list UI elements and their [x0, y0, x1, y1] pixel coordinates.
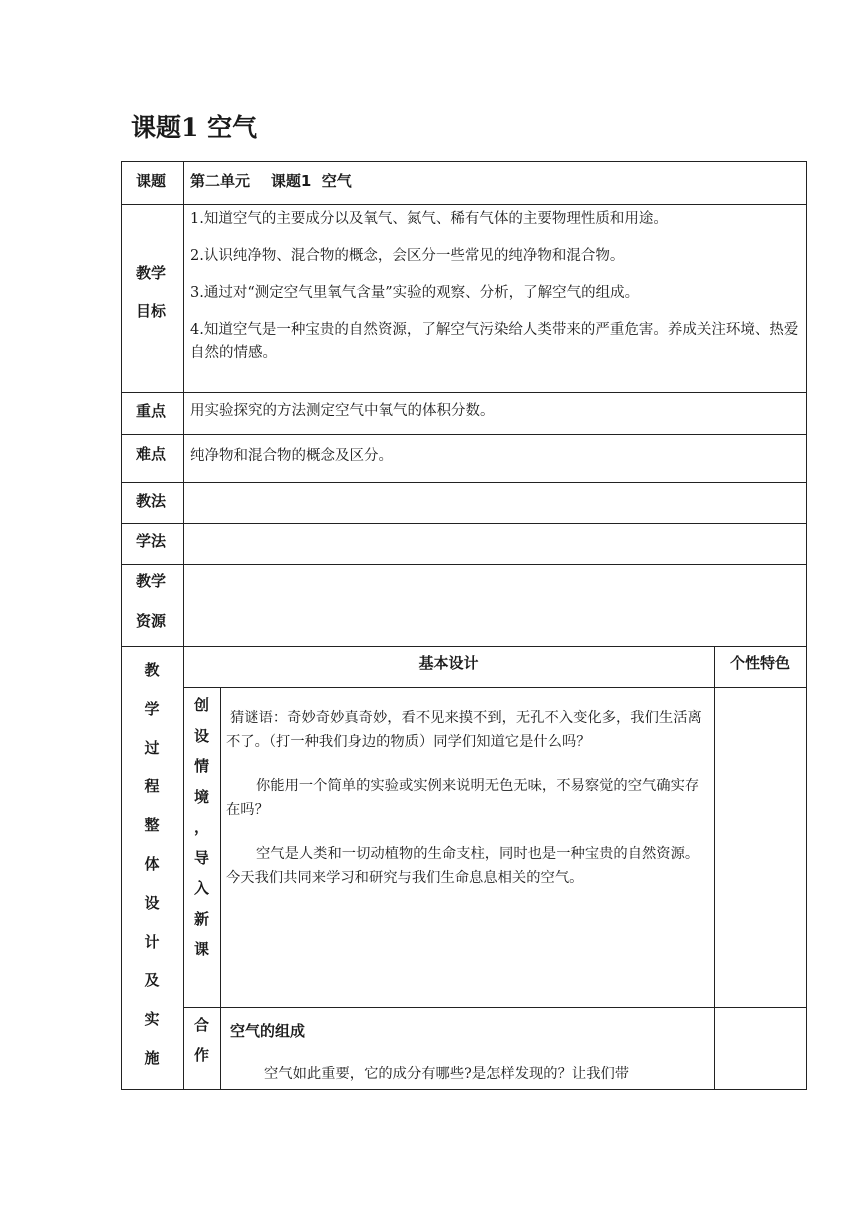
key-label: 重点	[136, 402, 167, 420]
key-value: 用实验探究的方法测定空气中氧气的体积分数。	[190, 403, 495, 419]
page-title: 课题1 空气	[131, 113, 258, 142]
topic-label: 课题	[136, 172, 167, 190]
section1-paragraph-3: 空气是人类和一切动植物的生命支柱，同时也是一种宝贵的自然资源。今天我们共同来学习和研究与我们生命息息相关的空气。	[226, 846, 700, 886]
section2-heading: 空气的组成	[230, 1022, 306, 1040]
difficult-label: 难点	[136, 445, 167, 463]
goals-label-line2: 目标	[136, 302, 167, 320]
goal-item-2: 2.认识纯净物、混合物的概念，会区分一些常见的纯净物和混合物。	[190, 248, 625, 264]
section1-paragraph-1: 猜谜语：奇妙奇妙真奇妙，看不见来摸不到，无孔不入变化多，我们生活离不了。（打一种我们身边的物质）同学们知道它是什么吗？	[226, 710, 702, 750]
resources-label-line1: 教学	[136, 572, 167, 590]
goal-item-1: 1.知道空气的主要成分以及氧气、氮气、稀有气体的主要物理性质和用途。	[190, 211, 668, 227]
learning-method-label: 学法	[136, 532, 167, 550]
difficult-value: 纯净物和混合物的概念及区分。	[190, 448, 393, 464]
feature-header: 个性特色	[729, 654, 790, 672]
resources-label-line2: 资源	[136, 612, 167, 630]
goals-label-line1: 教学	[136, 264, 167, 282]
section2-label: 合 作	[193, 1016, 209, 1064]
topic-value: 第二单元 课题1 空气	[190, 172, 352, 190]
section2-paragraph: 空气如此重要，它的成分有哪些?是怎样发现的？让我们带	[264, 1066, 630, 1082]
section1-content	[226, 706, 710, 890]
teaching-method-label: 教法	[136, 492, 167, 510]
goals-list	[190, 208, 802, 365]
section1-paragraph-2: 你能用一个简单的实验或实例来说明无色无味，不易察觉的空气确实存在吗？	[226, 778, 700, 818]
process-side-label: 教 学 过 程 整 体 设 计 及 实 施	[144, 661, 160, 1067]
section1-label: 创 设 情 境 ， 导 入 新 课	[193, 696, 209, 958]
goal-item-3: 3.通过对“测定空气里氧气含量”实验的观察、分析，了解空气的组成。	[190, 285, 640, 301]
goal-item-4: 4.知道空气是一种宝贵的自然资源，了解空气污染给人类带来的严重危害。养成关注环境、热爱自然的情感。	[190, 322, 799, 361]
design-header: 基本设计	[418, 654, 479, 672]
